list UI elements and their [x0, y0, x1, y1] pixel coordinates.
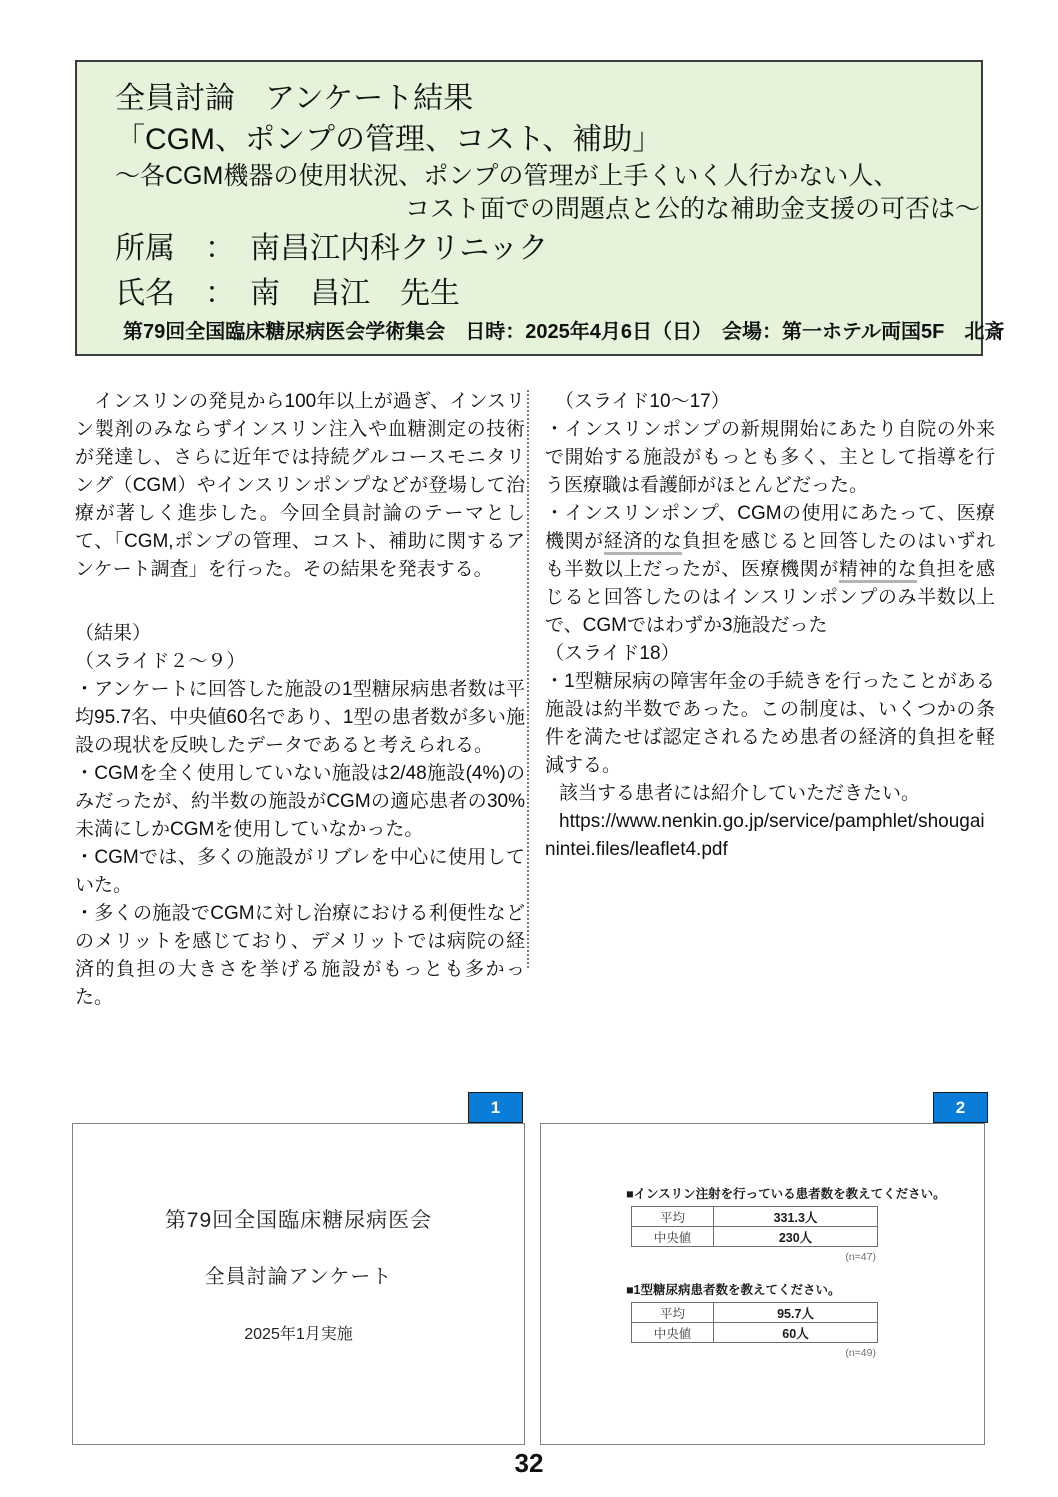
left-bullet-3: ・CGMでは、多くの施設がリブレを中心に使用していた。	[75, 847, 525, 896]
slides-range-2-9: （スライド２～９）	[75, 651, 246, 672]
session-topic: 「CGM、ポンプの管理、コスト、補助」	[115, 123, 663, 156]
table-cell-value: 230人	[714, 1227, 878, 1247]
slide1-title: 第79回全国臨床糖尿病医会	[164, 1209, 433, 1232]
slides-range-18: （スライド18）	[545, 643, 680, 664]
presenter-name-line: 氏名 ： 南 昌江 先生	[115, 277, 460, 310]
table-cell-value: 331.3人	[714, 1207, 878, 1227]
slides-range-10-17: （スライド10～17）	[555, 391, 730, 412]
table-cell-label: 平均	[632, 1303, 714, 1323]
body-right-column	[545, 388, 995, 864]
right-bullet-2-part3: 負担を感じると回答したのはインスリンポンプのみ半数以上で、CGMではわずか3施設だった	[545, 559, 995, 636]
table-row	[632, 1303, 878, 1323]
abstract-header-box	[75, 60, 1005, 356]
slide-number-badge-2: 2	[933, 1092, 988, 1123]
slide2-table-2	[631, 1302, 878, 1343]
session-subtitle-line1: ～各CGM機器の使用状況、ポンプの管理が上手くいく人行かない人、	[115, 162, 899, 190]
left-bullet-4: ・多くの施設でCGMに対し治療における利便性などのメリットを感じており、デメリットでは病院の経済的負担の大きさを挙げる施設がもっとも多かった。	[75, 903, 525, 1008]
body-left-column	[75, 388, 525, 1012]
slide2-sample-size-2: (n=49)	[845, 1347, 876, 1359]
table-cell-label: 中央値	[632, 1227, 714, 1247]
slide2-question-2: ■1型糖尿病患者数を教えてください。	[626, 1283, 841, 1297]
right-bullet-3: ・1型糖尿病の障害年金の手続きを行ったことがある施設は約半数であった。この制度は、いくつかの条件を満たせば認定されるため患者の経済的負担を軽減する。	[545, 671, 995, 776]
page-number: 32	[514, 1448, 544, 1478]
table-cell-label: 平均	[632, 1207, 714, 1227]
referral-note: 該当する患者には紹介していただきたい。	[559, 783, 921, 804]
slide2-table-1	[631, 1206, 878, 1247]
intro-paragraph: インスリンの発見から100年以上が過ぎ、インスリン製剤のみならずインスリン注入や血糖測定の技術が発達し、さらに近年では持続グルコースモニタリング（CGM）やインスリンポンプなどが登場して治療が著しく進歩した。今回全員討論のテーマとして、「CGM,ポンプの管理、コスト、補助に関するアンケート調査」を行った。その結果を発表する。	[75, 391, 525, 580]
slide1-subtitle: 全員討論アンケート	[204, 1266, 393, 1288]
underlined-economic: 経済的な	[604, 531, 682, 555]
left-bullet-1: ・アンケートに回答した施設の1型糖尿病患者数は平均95.7名、中央値60名であり、1型の患者数が多い施設の現状を反映したデータであると考えられる。	[75, 679, 525, 756]
table-cell-label: 中央値	[632, 1323, 714, 1343]
slide-thumbnail-1	[72, 1123, 525, 1445]
slide-number-badge-1: 1	[468, 1092, 523, 1123]
table-cell-value: 60人	[714, 1323, 878, 1343]
right-bullet-2-part1: ・インスリンポンプ、CGMの使用にあたって、医療機関が	[545, 503, 995, 552]
column-divider	[527, 390, 529, 968]
table-row	[632, 1227, 878, 1247]
results-heading: （結果）	[75, 623, 152, 644]
table-row	[632, 1207, 878, 1227]
session-subtitle-line2: コスト面での問題点と公的な補助金支援の可否は～	[405, 195, 981, 223]
table-row	[632, 1323, 878, 1343]
right-bullet-2	[545, 500, 995, 640]
left-bullet-2: ・CGMを全く使用していない施設は2/48施設(4%)のみだったが、約半数の施設がCGMの適応患者の30%未満にしかCGMを使用していなかった。	[75, 763, 525, 840]
conference-info-line: 第79回全国臨床糖尿病医会学術集会 日時：2025年4月6日（日） 会場：第一ホテル両国5F 北斎	[123, 321, 1005, 343]
slide2-sample-size-1: (n=47)	[845, 1251, 876, 1263]
right-bullet-1: ・インスリンポンプの新規開始にあたり自院の外来で開始する施設がもっとも多く、主として指導を行う医療職は看護師がほとんどだった。	[545, 419, 995, 496]
underlined-mental: 精神的な	[839, 559, 917, 583]
slide1-date: 2025年1月実施	[244, 1326, 353, 1343]
pamphlet-url: https://www.nenkin.go.jp/service/pamphlet/shougainintei.files/leaflet4.pdf	[545, 811, 985, 860]
table-cell-value: 95.7人	[714, 1303, 878, 1323]
session-title: 全員討論 アンケート結果	[115, 82, 474, 115]
slide-thumbnail-2	[540, 1123, 985, 1445]
right-bullet-2-part2: 負担を感じると回答したのはいずれも半数以上だったが、医療機関が	[545, 531, 995, 580]
slide2-question-1: ■インスリン注射を行っている患者数を教えてください。	[626, 1187, 946, 1201]
affiliation-line: 所属 ： 南昌江内科クリニック	[115, 232, 549, 265]
